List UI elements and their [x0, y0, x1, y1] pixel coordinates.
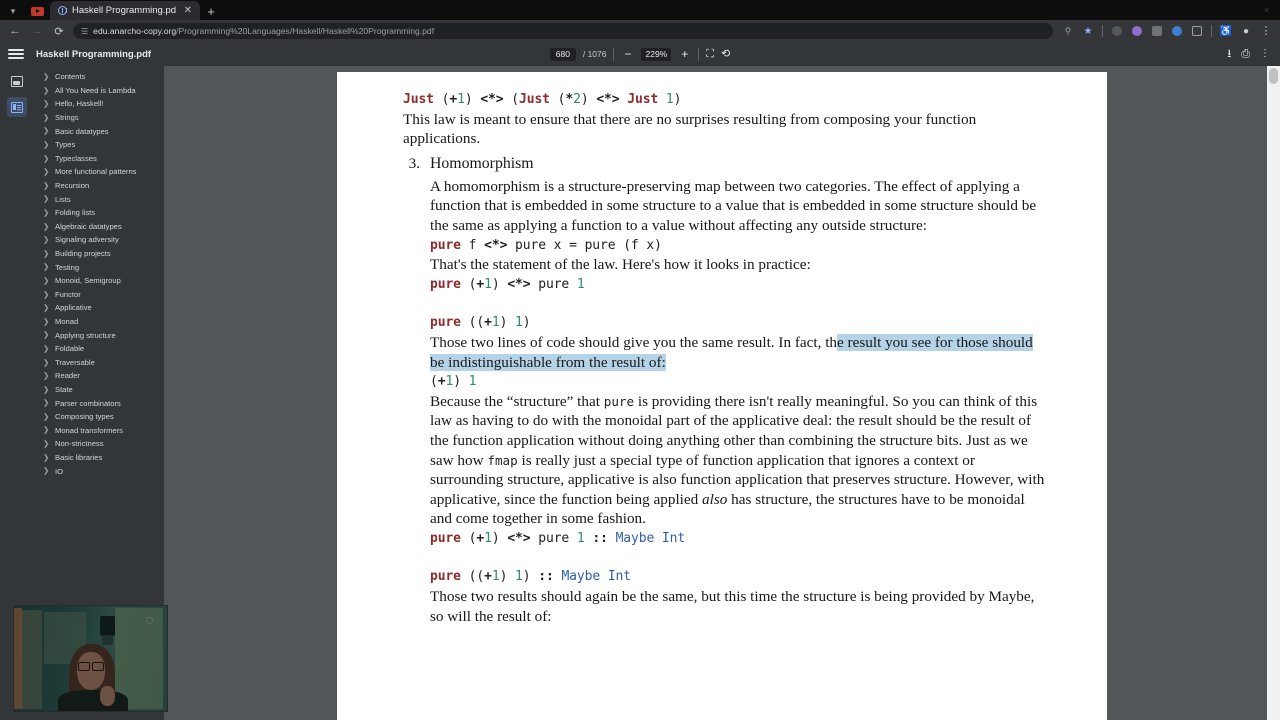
toolbar-icon-group — [1058, 20, 1276, 42]
document-outline-button[interactable] — [7, 97, 27, 117]
extension-flag-icon[interactable] — [1147, 20, 1167, 42]
pdf-toolbar-right — [1227, 49, 1272, 60]
because-part-2: is providing there isn't really meaningful. So you can think of this law as having to do with the monoidal part of the applicative deal: the result should be the result of the function application without doing anything other than combining the structure bits. Just as we saw how — [430, 392, 1038, 469]
chevron-right-icon[interactable]: ❯ — [43, 466, 50, 476]
outline-item-label: Monoid, Semigroup — [55, 276, 121, 286]
chevron-right-icon[interactable]: ❯ — [43, 371, 50, 381]
chevron-right-icon[interactable]: ❯ — [43, 85, 50, 95]
paragraph-result-plain: Those two lines of code should give you the same result. In fact, th — [430, 333, 838, 351]
inline-code-pure: pure — [603, 393, 635, 409]
hamburger-icon[interactable] — [8, 49, 24, 59]
paragraph-law: This law is meant to ensure that there are no surprises resulting from composing your function applications. — [403, 110, 977, 148]
outline-item[interactable] — [33, 179, 164, 193]
code-spacer-2 — [430, 548, 1045, 567]
chevron-right-icon[interactable]: ❯ — [43, 126, 50, 136]
outline-item[interactable] — [33, 84, 164, 98]
pdf-body — [0, 66, 1280, 720]
webcam-frame-left — [14, 608, 22, 709]
outline-item[interactable] — [33, 124, 164, 138]
outline-item[interactable] — [33, 301, 164, 315]
code-line-top: Just (+1) <*> (Just (*2) <*> Just 1) — [403, 92, 682, 107]
outline-item-label: Hello, Haskell! — [55, 99, 104, 109]
new-tab-button[interactable]: + — [207, 3, 215, 19]
chevron-right-icon[interactable]: ❯ — [43, 411, 50, 421]
outline-item-label: Parser combinators — [55, 398, 121, 408]
pdf-divider-2 — [698, 48, 699, 61]
outline-item-label: Reader — [55, 371, 80, 381]
outline-item-label: Basic libraries — [55, 452, 103, 462]
chevron-right-icon[interactable]: ❯ — [43, 99, 50, 109]
outline-item[interactable] — [33, 383, 164, 397]
tab-strip — [0, 0, 1280, 20]
outline-item-label: Composing types — [55, 412, 114, 422]
code-spacer — [430, 294, 1045, 313]
outline-item[interactable] — [33, 328, 164, 342]
site-info-icon[interactable]: ☰ — [81, 26, 88, 36]
code-line-law: pure f <*> pure x = pure (f x) — [430, 237, 662, 253]
tab-title: Haskell Programming.pd — [72, 5, 177, 16]
outline-item-label: Functor — [55, 289, 81, 299]
outline-item-label: Typeclasses — [55, 153, 97, 163]
outline-item-label: Lists — [55, 194, 71, 204]
outline-item[interactable] — [33, 220, 164, 234]
total-pages-label: / 1076 — [582, 49, 607, 59]
because-part-4: has structure, the structures have to be monoidal and come together in some fashion. — [430, 490, 1025, 528]
pdf-favicon — [58, 6, 67, 15]
outline-item-label: Traversable — [55, 357, 95, 367]
reload-button[interactable]: ⟳ — [54, 25, 64, 38]
print-icon[interactable]: ⎙ — [1241, 47, 1250, 60]
pdf-scrollbar[interactable] — [1267, 66, 1280, 720]
extension-shield-icon[interactable] — [1107, 20, 1127, 42]
outline-item-label: Signaling adversity — [55, 235, 119, 245]
download-icon[interactable]: ⭳ — [1227, 47, 1232, 60]
address-bar[interactable] — [73, 23, 1053, 39]
paragraph-tail: Those two results should again be the same, but this time the structure is being provided by Maybe, so will the result of: — [430, 588, 1035, 625]
outline-item-label: Types — [55, 140, 76, 150]
chevron-right-icon[interactable]: ❯ — [43, 167, 50, 177]
outline-item-label: Contents — [55, 72, 86, 82]
outline-item[interactable] — [33, 464, 164, 478]
outline-item-label: All You Need is Lambda — [55, 85, 136, 95]
outline-item-label: Applicative — [55, 303, 92, 313]
profile-icon[interactable]: ● — [1242, 25, 1250, 37]
chevron-right-icon[interactable]: ❯ — [43, 275, 50, 285]
outline-item[interactable] — [33, 206, 164, 220]
toolbar-divider — [1102, 25, 1103, 37]
inline-code-fmap: fmap — [487, 452, 518, 468]
outline-item[interactable] — [33, 274, 164, 288]
outline-item-label: Building projects — [55, 249, 111, 259]
zoom-level-label[interactable]: 229% — [641, 48, 671, 61]
webcam-person-body — [58, 690, 128, 712]
webcam-object — [100, 616, 115, 636]
webcam-video-overlay[interactable] — [13, 605, 168, 712]
extension-purple-icon[interactable] — [1127, 20, 1147, 42]
url-path: /Programming%20Languages/Haskell/Haskell%20Programming.pdf — [176, 26, 435, 36]
selected-text[interactable]: e result you see for those should be indistinguishable from the result of: — [430, 333, 1033, 371]
outline-item-label: IO — [55, 466, 64, 476]
pdf-scroll-area[interactable] — [164, 66, 1280, 720]
chevron-right-icon[interactable]: ❯ — [43, 194, 50, 204]
outline-item-label: Applying structure — [55, 330, 116, 340]
chevron-right-icon[interactable]: ❯ — [43, 343, 50, 353]
outline-item[interactable] — [33, 315, 164, 329]
chevron-right-icon[interactable]: ❯ — [43, 357, 50, 367]
chevron-right-icon[interactable]: ❯ — [43, 425, 50, 435]
chevron-right-icon[interactable]: ❯ — [43, 235, 50, 245]
chevron-right-icon[interactable]: ❯ — [43, 330, 50, 340]
more-vertical-icon[interactable]: ⋮ — [1260, 48, 1270, 59]
pdf-page-controls — [0, 48, 1280, 61]
tab-haskell-programming[interactable] — [50, 1, 200, 20]
because-part-3: is really just a special type of function application that ignores a context or surrounding structure, applicative is also function application that preserves structure. However, with applicative, since the function being applied — [430, 451, 1045, 508]
window-controls — [1263, 0, 1278, 20]
chevron-right-icon[interactable]: ❯ — [43, 439, 50, 449]
zoom-out-button[interactable]: − — [624, 47, 632, 61]
outline-item-label: Foldable — [55, 344, 85, 354]
extension-box-icon[interactable] — [1187, 20, 1207, 42]
outline-item[interactable] — [33, 192, 164, 206]
rotate-icon[interactable]: ⟲ — [720, 47, 731, 60]
outline-item[interactable] — [33, 111, 164, 125]
section-heading: Homomorphism — [430, 154, 534, 172]
webcam-person-glasses — [78, 662, 104, 669]
outline-item-label: Monad — [55, 316, 79, 326]
outline-item-label: Folding lists — [55, 208, 96, 218]
list-marker: 3. — [408, 154, 420, 172]
outline-item[interactable] — [33, 342, 164, 356]
pdf-file-name: Haskell Programming.pdf — [36, 48, 152, 60]
outline-item[interactable] — [33, 247, 164, 261]
chrome-menu-icon[interactable]: ⋮ — [1260, 25, 1272, 37]
webcam-person-face — [77, 652, 105, 690]
webcam-object-2 — [102, 635, 113, 645]
because-part-1: Because the “structure” that — [430, 392, 604, 410]
chevron-right-icon[interactable]: ❯ — [43, 303, 50, 313]
paragraph-homomorphism: A homomorphism is a structure-preserving map between two categories. The effect of applying a function that is embedded in some structure to a value that is embedded in some structure should be the same as applying a function to a value without affecting any outside structure: — [430, 177, 1037, 234]
lab-flask-icon[interactable]: ♿ — [1219, 25, 1233, 37]
pdf-page — [337, 72, 1107, 720]
tab-search-icon[interactable]: ▾ — [10, 5, 16, 16]
chevron-right-icon[interactable]: ❯ — [43, 384, 50, 394]
page-thumbnails-button[interactable] — [7, 71, 27, 91]
zoom-icon[interactable]: ⚲ — [1064, 25, 1072, 36]
outline-item-label: State — [55, 384, 73, 394]
outline-item-label: More functional patterns — [55, 167, 137, 177]
outline-item-label: Basic datatypes — [55, 126, 109, 136]
emphasis-also: also — [702, 490, 728, 508]
thumbnails-icon — [11, 76, 23, 87]
code-line-result: (+1) 1 — [430, 374, 477, 390]
zoom-in-button[interactable]: + — [681, 47, 689, 61]
chevron-right-icon[interactable]: ❯ — [43, 221, 50, 231]
outline-item[interactable] — [33, 355, 164, 369]
code-line-maybe-2: pure ((+1) 1) :: Maybe Int — [430, 569, 631, 585]
url-host: edu.anarcho-copy.org — [93, 26, 177, 36]
paragraph-because — [430, 392, 1045, 529]
code-line-practice-2: pure ((+1) 1) — [430, 315, 531, 331]
outline-item-label: Algebraic datatypes — [55, 221, 122, 231]
code-line-practice: pure (+1) <*> pure 1 — [430, 276, 585, 292]
list-content — [430, 155, 1045, 173]
outline-item[interactable] — [33, 437, 164, 451]
outline-item-label: Monad transformers — [55, 425, 123, 435]
chevron-right-icon[interactable]: ❯ — [43, 180, 50, 190]
outline-item[interactable] — [33, 423, 164, 437]
outline-item-label: Strings — [55, 113, 79, 123]
chevron-right-icon[interactable]: ❯ — [43, 316, 50, 326]
paragraph-result — [430, 333, 1045, 372]
chevron-right-icon[interactable]: ❯ — [43, 398, 50, 408]
pdf-scrollbar-thumb[interactable] — [1269, 68, 1278, 84]
outline-item[interactable] — [33, 410, 164, 424]
paragraph-practice: That's the statement of the law. Here's how it looks in practice: — [430, 256, 811, 274]
back-button[interactable]: ← — [9, 25, 21, 37]
pdf-toolbar — [0, 42, 1280, 66]
pdf-viewer — [0, 42, 1280, 720]
outline-item[interactable] — [33, 152, 164, 166]
webcam-person-hand — [100, 686, 115, 706]
fit-page-icon[interactable]: ⛶ — [706, 47, 714, 60]
chevron-right-icon[interactable]: ❯ — [43, 112, 50, 122]
outline-item[interactable] — [33, 451, 164, 465]
outline-item[interactable] — [33, 138, 164, 152]
forward-button[interactable]: → — [31, 25, 43, 37]
outline-item[interactable] — [33, 165, 164, 179]
pinned-tab-youtube[interactable] — [24, 2, 50, 20]
chevron-right-icon[interactable]: ❯ — [43, 72, 50, 82]
outline-item-label: Testing — [55, 262, 80, 272]
outline-item[interactable] — [33, 396, 164, 410]
tab-close-icon[interactable]: ✕ — [183, 4, 192, 16]
bookmark-star-icon[interactable]: ★ — [1083, 25, 1093, 37]
section-body — [430, 177, 1045, 626]
outline-item[interactable] — [33, 97, 164, 111]
chevron-right-icon[interactable]: ❯ — [43, 248, 50, 258]
extension-check-icon[interactable] — [1167, 20, 1187, 42]
pdf-divider — [613, 48, 614, 61]
url-text — [93, 26, 434, 36]
outline-item[interactable] — [33, 70, 164, 84]
webcam-door-left — [20, 610, 42, 709]
outline-icon — [11, 102, 23, 113]
chevron-right-icon[interactable]: ❯ — [43, 262, 50, 272]
outline-item-label: Non-strictness — [55, 439, 104, 449]
numbered-list-item — [403, 155, 1045, 173]
chevron-right-icon[interactable]: ❯ — [43, 153, 50, 163]
chevron-right-icon[interactable]: ❯ — [43, 452, 50, 462]
outline-item-label: Recursion — [55, 181, 90, 191]
window-close-icon[interactable]: ✕ — [1263, 5, 1270, 15]
chevron-right-icon[interactable]: ❯ — [43, 289, 50, 299]
toolbar-divider-2 — [1211, 25, 1212, 37]
code-line-maybe-1: pure (+1) <*> pure 1 :: Maybe Int — [430, 530, 686, 546]
outline-item[interactable] — [33, 288, 164, 302]
browser-toolbar — [0, 20, 1280, 42]
outline-item[interactable] — [33, 369, 164, 383]
youtube-icon — [31, 7, 44, 16]
chevron-right-icon[interactable]: ❯ — [43, 207, 50, 217]
outline-item[interactable] — [33, 233, 164, 247]
chevron-right-icon[interactable]: ❯ — [43, 140, 50, 150]
outline-item[interactable] — [33, 260, 164, 274]
page-number-input[interactable]: 680 — [550, 48, 576, 61]
